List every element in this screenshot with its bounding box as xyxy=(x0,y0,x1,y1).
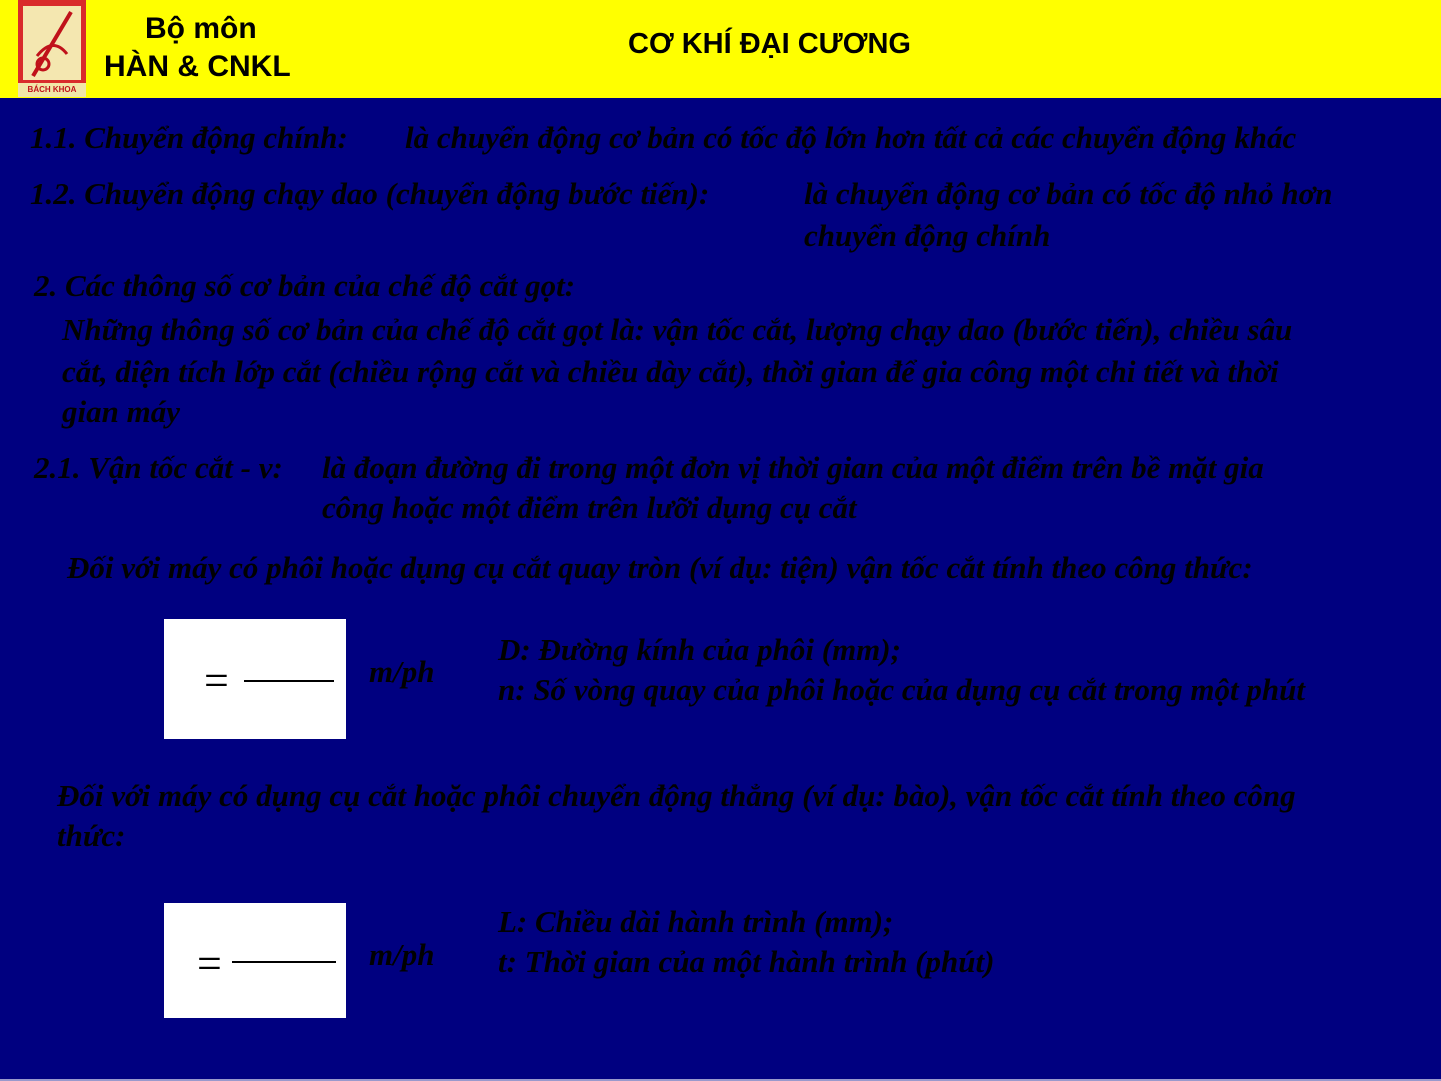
university-logo xyxy=(18,0,86,97)
formula-2-var-L: L: Chiều dài hành trình (mm); xyxy=(498,904,894,939)
formula-2-box xyxy=(164,903,346,1018)
logo-emblem xyxy=(23,6,81,80)
section-2-1-text-line-2: công hoặc một điểm trên lưỡi dụng cụ cắt xyxy=(322,490,857,525)
course-title: CƠ KHÍ ĐẠI CƯƠNG xyxy=(628,28,911,60)
department-name xyxy=(104,10,291,86)
department-line-1: Bộ môn xyxy=(145,12,257,45)
section-1-1-text: là chuyển động cơ bản có tốc độ lớn hơn tất cả các chuyển động khác xyxy=(405,120,1297,155)
linear-intro-line-1: Đối với máy có dụng cụ cắt hoặc phôi chuyển động thẳng (ví dụ: bào), vận tốc cắt tính theo công xyxy=(57,778,1296,813)
section-2-paragraph-line-2: cắt, diện tích lớp cắt (chiều rộng cắt và chiều dày cắt), thời gian để gia công một chi tiết và thời xyxy=(62,354,1279,389)
formula-1-unit: m/ph xyxy=(369,654,435,689)
formula-1-var-n: n: Số vòng quay của phôi hoặc của dụng cụ cắt trong một phút xyxy=(498,672,1305,707)
section-2-paragraph-line-3: gian máy xyxy=(62,394,180,429)
department-line-2: HÀN & CNKL xyxy=(104,50,291,83)
logo-tag: BÁCH KHOA xyxy=(18,83,86,97)
section-2-1-text-line-1: là đoạn đường đi trong một đơn vị thời gian của một điểm trên bề mặt gia xyxy=(322,450,1264,485)
section-1-2-text-line-2: chuyển động chính xyxy=(804,218,1051,253)
slide-header xyxy=(0,0,1441,98)
rotary-intro: Đối với máy có phôi hoặc dụng cụ cắt quay tròn (ví dụ: tiện) vận tốc cắt tính theo công thức: xyxy=(67,550,1253,585)
section-1-1-label: 1.1. Chuyển động chính: xyxy=(30,120,348,155)
formula-2-unit: m/ph xyxy=(369,937,435,972)
formula-2-var-t: t: Thời gian của một hành trình (phút) xyxy=(498,944,995,979)
formula-1-fraction-bar xyxy=(244,680,334,682)
linear-intro-line-2: thức: xyxy=(57,818,126,853)
formula-1-equals: = xyxy=(204,656,229,705)
section-1-2-text-line-1: là chuyển động cơ bản có tốc độ nhỏ hơn xyxy=(804,176,1333,211)
section-2-1-label: 2.1. Vận tốc cắt - v: xyxy=(34,450,283,485)
section-2-heading: 2. Các thông số cơ bản của chế độ cắt gọt: xyxy=(34,268,576,303)
section-2-paragraph-line-1: Những thông số cơ bản của chế độ cắt gọt là: vận tốc cắt, lượng chạy dao (bước tiến), chiều sâu xyxy=(62,312,1293,347)
formula-2-equals: = xyxy=(197,939,222,988)
formula-1-box xyxy=(164,619,346,739)
formula-1-var-D: D: Đường kính của phôi (mm); xyxy=(498,632,901,667)
section-1-2-label: 1.2. Chuyển động chạy dao (chuyển động bước tiến): xyxy=(30,176,710,211)
formula-2-fraction-bar xyxy=(232,961,336,963)
